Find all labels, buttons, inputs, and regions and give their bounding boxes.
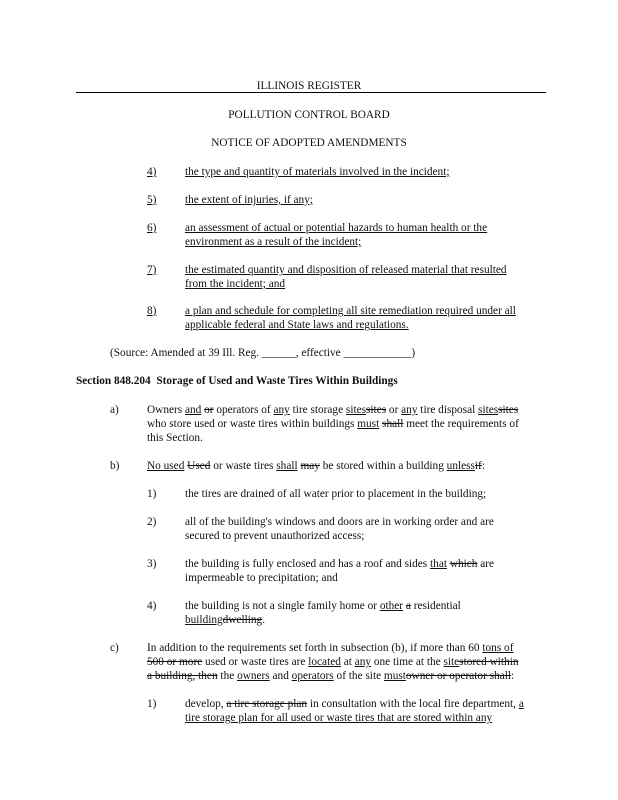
list-item-text: buildingdwelling. <box>185 614 266 626</box>
list-item-num: 5) <box>147 194 157 206</box>
list-item-num: 2) <box>147 516 157 528</box>
list-item-text: an assessment of actual or potential hazards to human health or the <box>185 222 488 234</box>
list-item-num: 6) <box>147 222 157 234</box>
para-label: c) <box>110 642 119 654</box>
para-c-line: In addition to the requirements set forth in subsection (b), if more than 60 tons of <box>147 642 514 654</box>
list-item-text: the building is fully enclosed and has a roof and sides that which are <box>185 558 495 570</box>
para-a-line: who store used or waste tires within buildings must shall meet the requirements of <box>147 418 519 430</box>
para-label: a) <box>110 404 119 416</box>
list-item-text: a plan and schedule for completing all site remediation required under all <box>185 305 516 317</box>
list-item-text: secured to prevent unauthorized access; <box>185 530 365 542</box>
para-b-line: No used Used or waste tires shall may be stored within a building unlessif: <box>147 460 485 472</box>
list-item-text: tire storage plan for all used or waste tires that are stored within any <box>185 712 493 724</box>
list-item-num: 1) <box>147 698 157 710</box>
register-heading: ILLINOIS REGISTER <box>256 80 362 92</box>
para-c-line: a building, then the owners and operators of the site mustowner or operator shall: <box>147 670 515 682</box>
list-item-text: develop, a tire storage plan in consultation with the local fire department, a <box>185 698 524 710</box>
para-c-line: 500 or more used or waste tires are located at any one time at the sitestored within <box>147 656 519 668</box>
list-item-text: the extent of injuries, if any; <box>185 194 313 206</box>
para-a-line: Owners and or operators of any tire storage sitessites or any tire disposal sitessites <box>147 404 519 416</box>
list-item-num: 4) <box>147 166 157 178</box>
para-label: b) <box>110 460 120 472</box>
list-item-text: all of the building's windows and doors are in working order and are <box>185 516 494 528</box>
list-item-text: impermeable to precipitation; and <box>185 572 338 584</box>
para-a-line: this Section. <box>147 432 203 444</box>
list-item-text: applicable federal and State laws and regulations. <box>185 319 409 331</box>
list-item-text: environment as a result of the incident; <box>185 236 362 248</box>
section-heading: Section 848.204 Storage of Used and Waste Tires Within Buildings <box>76 375 398 387</box>
list-item-text: the type and quantity of materials involved in the incident; <box>185 166 450 178</box>
list-item-num: 8) <box>147 305 157 317</box>
list-item-num: 7) <box>147 264 157 276</box>
notice-heading: NOTICE OF ADOPTED AMENDMENTS <box>211 137 407 149</box>
list-item-text: the building is not a single family home or other a residential <box>185 600 461 612</box>
list-item-num: 1) <box>147 488 157 500</box>
header-rule <box>76 92 546 93</box>
list-item-text: the estimated quantity and disposition of released material that resulted <box>185 264 507 276</box>
list-item-num: 4) <box>147 600 157 612</box>
source-note: (Source: Amended at 39 Ill. Reg. ______, effective ____________) <box>110 347 416 359</box>
list-item-text: from the incident; and <box>185 278 286 290</box>
list-item-num: 3) <box>147 558 157 570</box>
board-heading: POLLUTION CONTROL BOARD <box>228 109 390 121</box>
list-item-text: the tires are drained of all water prior to placement in the building; <box>185 488 487 500</box>
